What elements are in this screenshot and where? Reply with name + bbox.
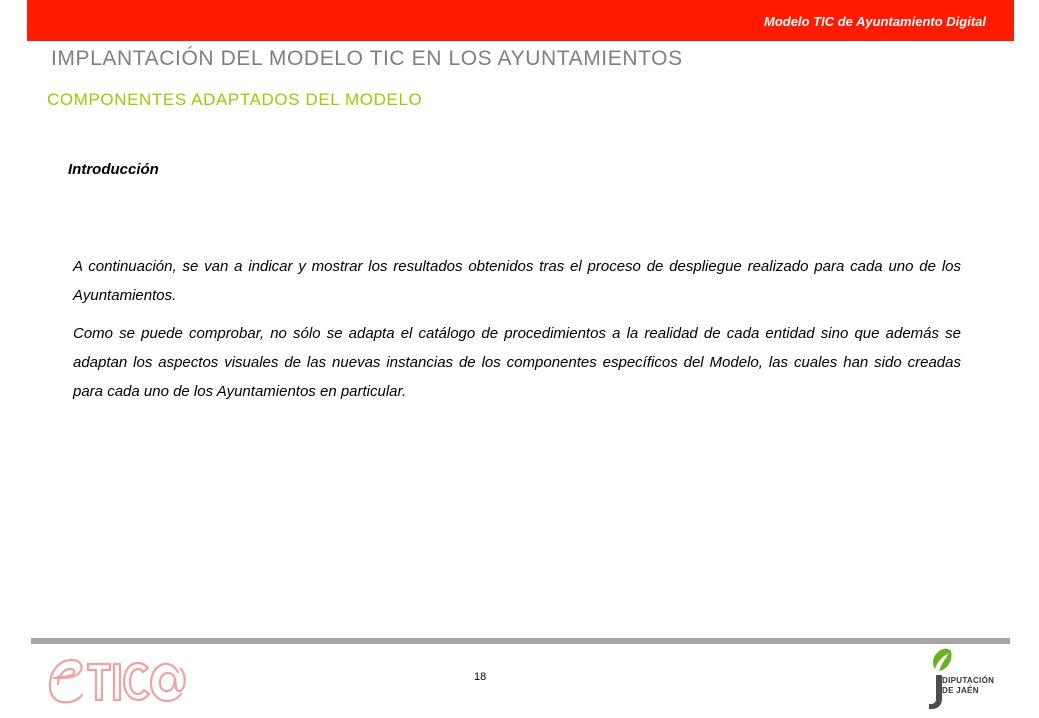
body-text (73, 252, 961, 415)
diputacion-logo-line1: DIPUTACIÓN (942, 676, 995, 685)
paragraph-1: A continuación, se van a indicar y mostrar los resultados obtenidos tras el proceso de despliegue realizado para cada uno de los Ayuntamientos. (73, 258, 961, 304)
section-heading: Introducción (68, 161, 159, 178)
page-title: IMPLANTACIÓN DEL MODELO TIC EN LOS AYUNTAMIENTOS (51, 47, 683, 70)
etica-logo (44, 648, 196, 712)
footer-divider (31, 638, 1010, 644)
header-bar (27, 0, 1014, 41)
diputacion-logo-text (942, 676, 994, 696)
diputacion-logo-line2: DE JAÉN (942, 686, 979, 695)
paragraph-2: Como se puede comprobar, no sólo se adapta el catálogo de procedimientos a la realidad de cada entidad sino que además se adaptan los aspectos visuales de las nuevas instancias de los componentes específicos del Modelo, las cuales han sido creadas para cada uno de los Ayuntamientos en particular. (73, 325, 961, 400)
page-subtitle: COMPONENTES ADAPTADOS DEL MODELO (47, 90, 423, 109)
header-tagline: Modelo TIC de Ayuntamiento Digital (764, 14, 986, 29)
page-number: 18 (474, 671, 487, 683)
